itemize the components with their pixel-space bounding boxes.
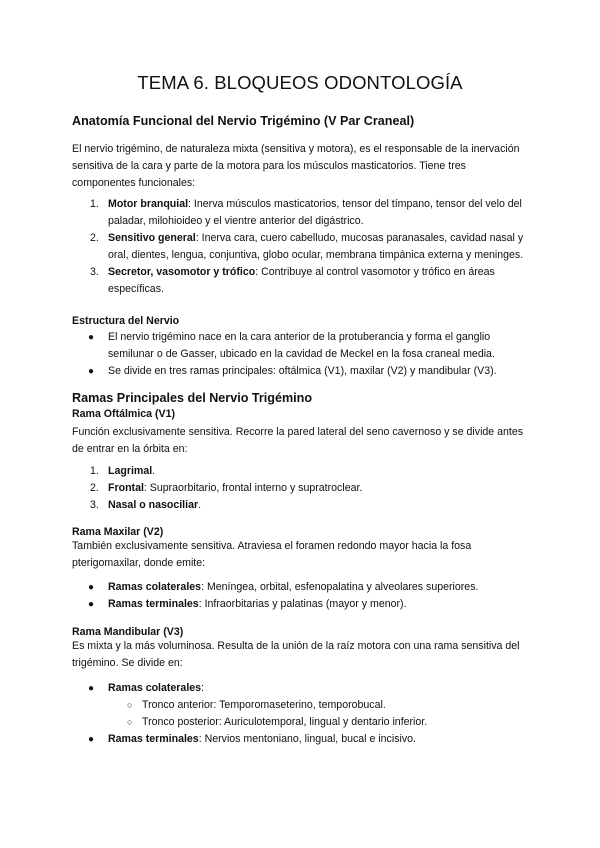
v2-text: También exclusivamente sensitiva. Atraviesa el foramen redondo mayor hacia la fosa pterigomaxilar, donde emite:	[72, 540, 472, 569]
item-term: Frontal	[108, 482, 144, 494]
document-title: TEMA 6. BLOQUEOS ODONTOLOGÍA	[137, 72, 463, 93]
item-text: El nervio trigémino nace en la cara anterior de la protuberancia y forma el ganglio semilunar o de Gasser, ubicado en la cavidad de Meckel en la fosa craneal media.	[108, 331, 495, 360]
item-text: : Nervios mentoniano, lingual, bucal e incisivo.	[198, 733, 416, 745]
list-item	[72, 230, 528, 264]
list-number: 1.	[90, 465, 99, 477]
bullet-icon: ●	[88, 683, 95, 694]
list-item	[72, 480, 528, 497]
sublist-item	[72, 714, 528, 731]
item-text: : Infraorbitarias y palatinas (mayor y menor).	[198, 598, 407, 610]
item-text: : Inerva cara, cuero cabelludo, mucosas paranasales, cavidad nasal y oral, dientes, lengua, conjuntiva, globo ocular, membrana timpánica externa y meninges.	[108, 232, 524, 261]
item-term: Motor branquial	[108, 198, 189, 210]
v2-heading: Rama Maxilar (V2)	[72, 526, 164, 538]
list-item	[72, 463, 528, 480]
list-item	[72, 264, 528, 298]
bullet-icon: ●	[88, 332, 95, 343]
bullet-icon: ●	[88, 599, 95, 610]
components-list	[72, 196, 528, 298]
item-term: Ramas terminales	[108, 598, 199, 610]
bullet-icon: ●	[88, 734, 95, 745]
structure-list	[72, 329, 528, 380]
item-term: Lagrimal	[108, 465, 153, 477]
item-term: Ramas colaterales	[108, 581, 202, 593]
anatomy-intro: El nervio trigémino, de naturaleza mixta (sensitiva y motora), es el responsable de la inervación sensitiva de la cara y parte de la motora para los músculos masticatorios. Tiene tres componentes funcionales:	[72, 143, 520, 189]
item-text: : Contribuye al control vasomotor y trófico en áreas específicas.	[108, 266, 495, 295]
item-text: Tronco anterior: Temporomaseterino, temporobucal.	[142, 699, 386, 711]
v3-text: Es mixta y la más voluminosa. Resulta de la unión de la raíz motora con una rama sensitiva del trigémino. Se divide en:	[72, 640, 520, 669]
v2-list	[72, 579, 528, 613]
branches-heading: Ramas Principales del Nervio Trigémino	[72, 391, 313, 405]
v3-heading: Rama Mandibular (V3)	[72, 626, 184, 638]
item-term: Ramas colaterales	[108, 682, 202, 694]
item-term: Nasal o nasociliar	[108, 499, 199, 511]
anatomy-heading: Anatomía Funcional del Nervio Trigémino (V Par Craneal)	[72, 114, 415, 128]
v1-list	[72, 463, 528, 514]
item-text: : Supraorbitario, frontal interno y supratroclear.	[143, 482, 363, 494]
list-item	[72, 680, 528, 731]
list-item	[72, 497, 528, 514]
item-text: Se divide en tres ramas principales: oftálmica (V1), maxilar (V2) y mandibular (V3).	[108, 365, 497, 377]
v1-heading: Rama Oftálmica (V1)	[72, 408, 176, 420]
item-text: :	[201, 682, 205, 694]
item-text: .	[198, 499, 202, 511]
circle-bullet-icon: ○	[127, 700, 133, 710]
list-number: 3.	[90, 499, 99, 511]
bullet-icon: ●	[88, 366, 95, 377]
v3-list	[72, 680, 528, 748]
v1-text: Función exclusivamente sensitiva. Recorre la pared lateral del seno cavernoso y se divide antes de entrar en la órbita en:	[72, 426, 524, 455]
circle-bullet-icon: ○	[127, 717, 133, 727]
item-text: Tronco posterior: Auriculotemporal, lingual y dentario inferior.	[142, 716, 428, 728]
item-term: Secretor, vasomotor y trófico	[108, 266, 256, 278]
list-number: 2.	[90, 232, 99, 244]
list-item	[72, 731, 528, 748]
list-item	[72, 596, 528, 613]
item-term: Sensitivo general	[108, 232, 196, 244]
item-term: Ramas terminales	[108, 733, 199, 745]
sublist	[108, 697, 528, 731]
item-text: .	[152, 465, 156, 477]
structure-heading: Estructura del Nervio	[72, 315, 180, 327]
list-item	[72, 196, 528, 230]
list-number: 3.	[90, 266, 99, 278]
item-text: : Inerva músculos masticatorios, tensor del tímpano, tensor del velo del paladar, milohioideo y el vientre anterior del digástrico.	[108, 198, 522, 227]
sublist-item	[72, 697, 528, 714]
item-text: : Meníngea, orbital, esfenopalatina y alveolares superiores.	[201, 581, 479, 593]
list-item	[72, 579, 528, 596]
bullet-icon: ●	[88, 582, 95, 593]
list-item	[72, 363, 528, 380]
list-item	[72, 329, 528, 363]
list-number: 1.	[90, 198, 99, 210]
list-number: 2.	[90, 482, 99, 494]
